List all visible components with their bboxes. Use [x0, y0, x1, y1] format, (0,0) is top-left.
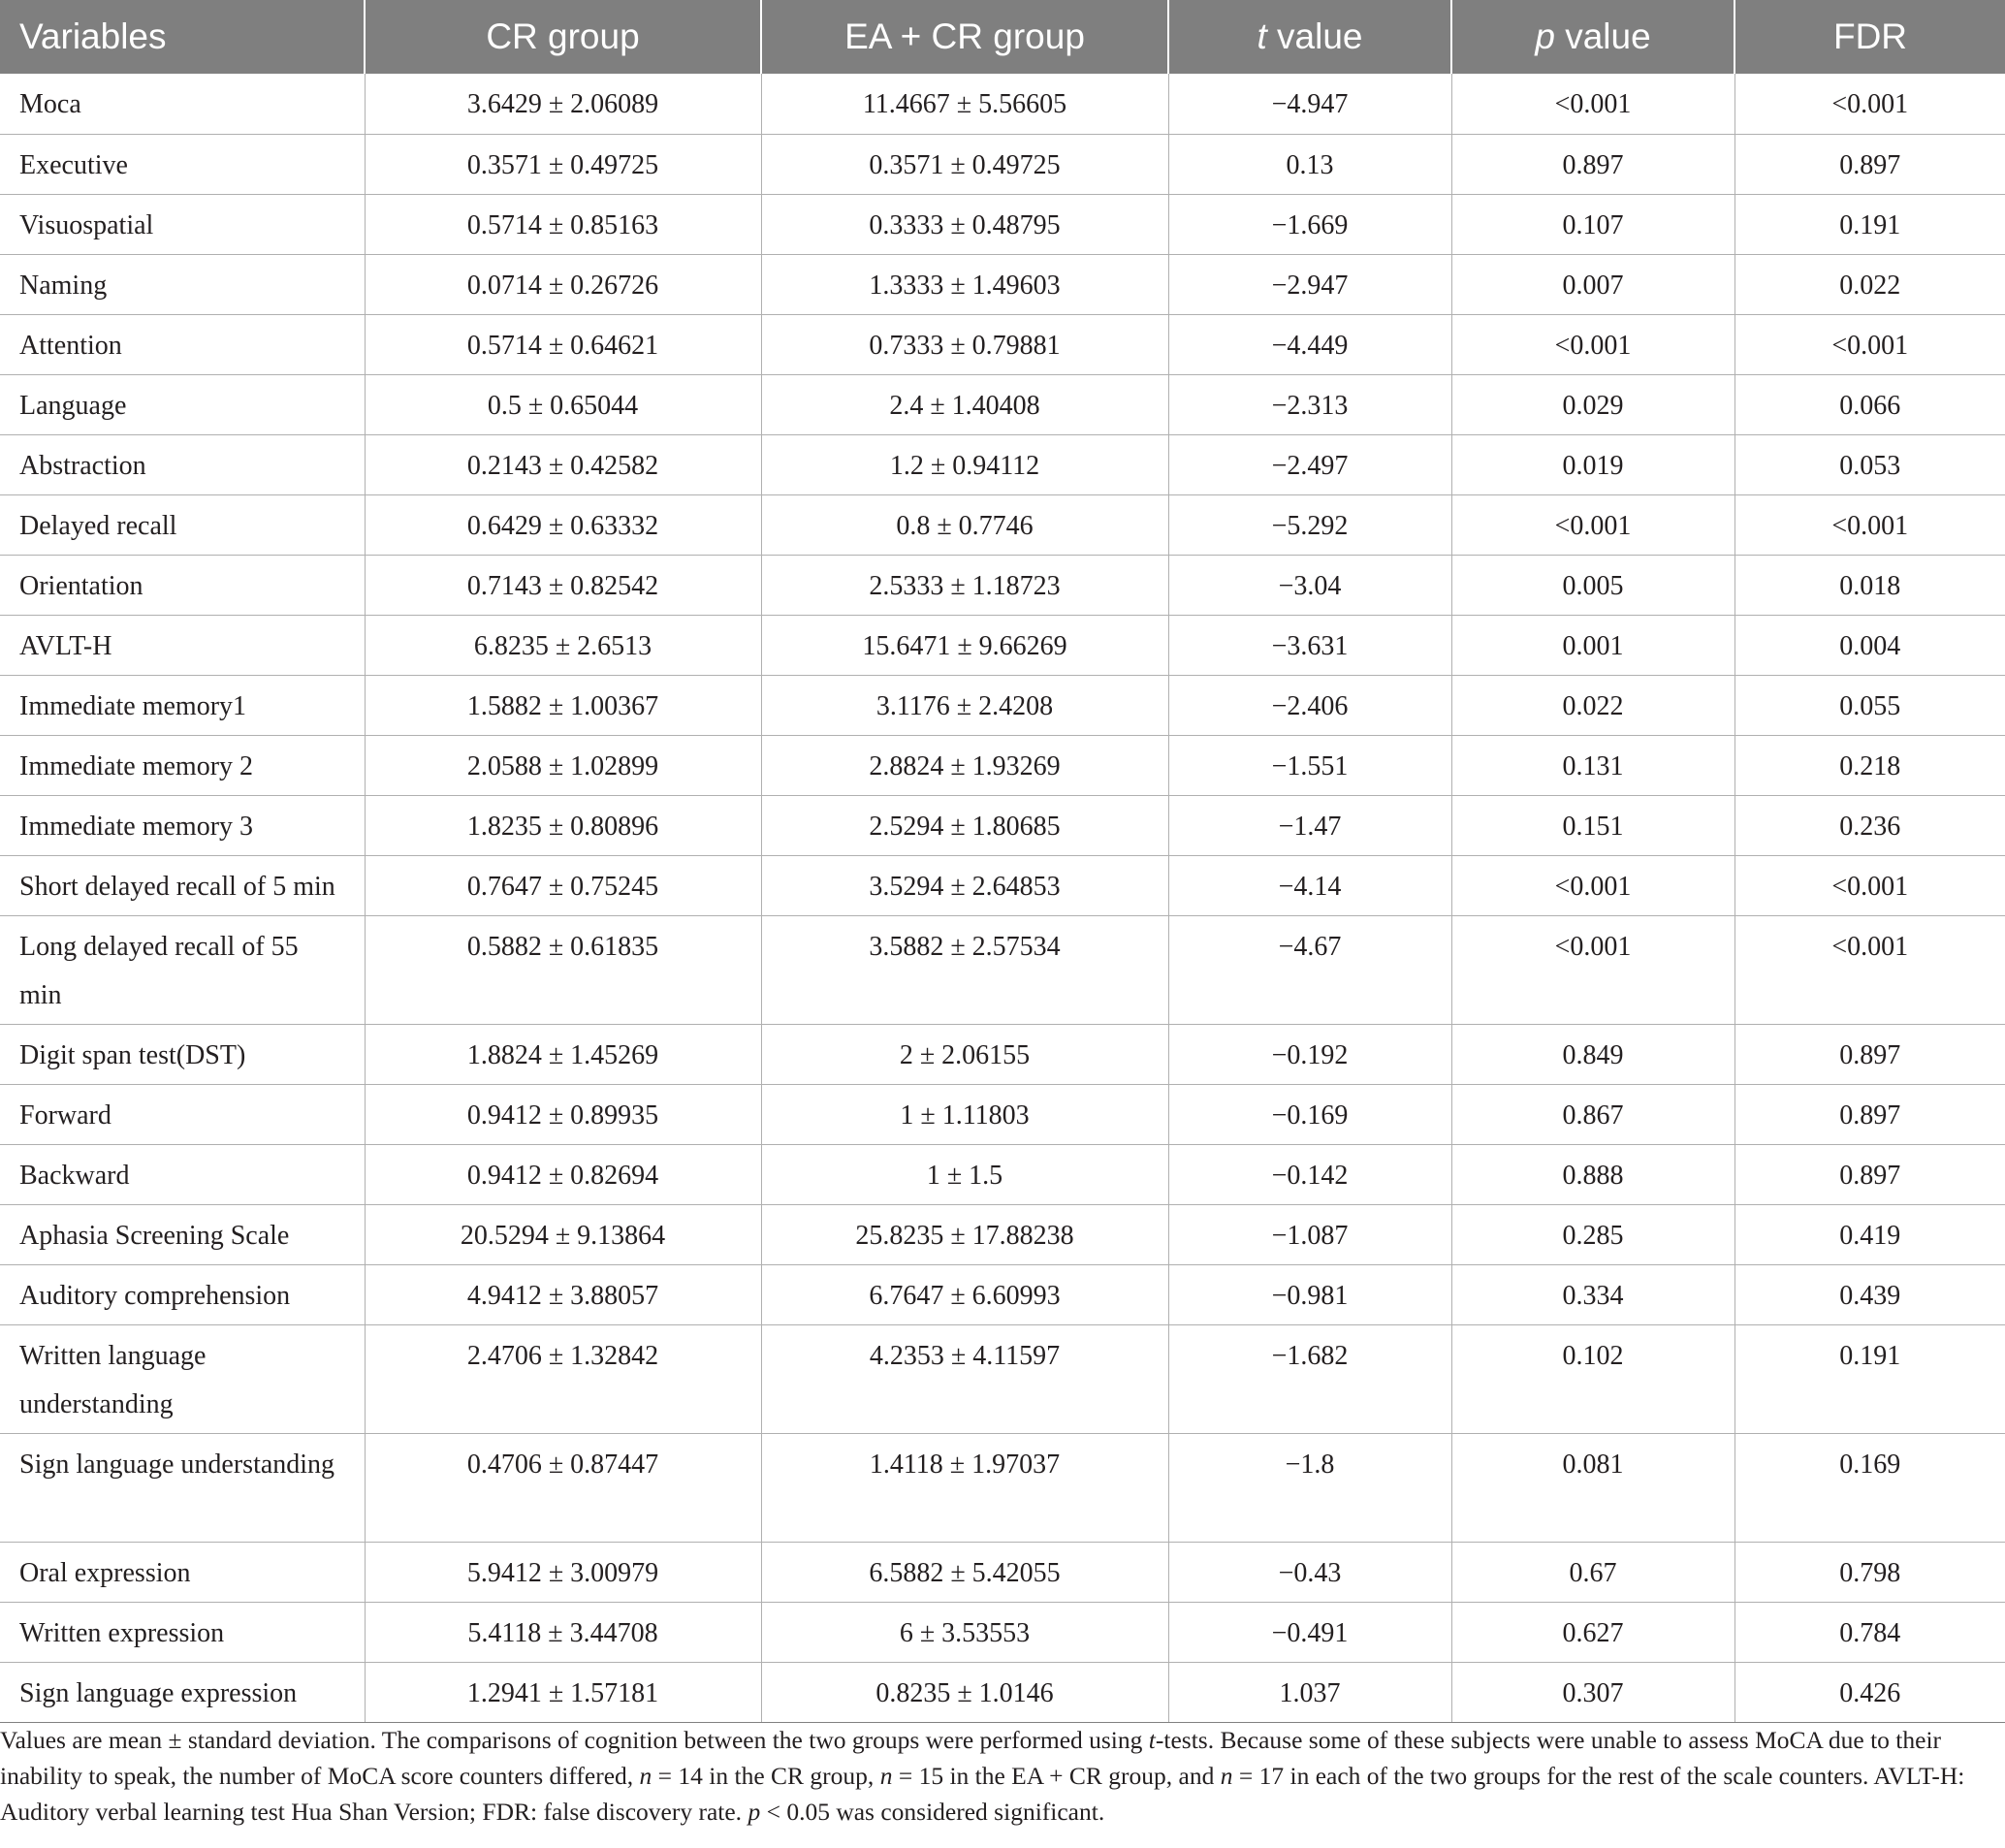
variable-cell: Orientation [0, 555, 365, 615]
table-row [0, 675, 2005, 735]
p-value-cell: 0.867 [1451, 1084, 1734, 1144]
p-value-cell: 0.019 [1451, 434, 1734, 494]
p-value-cell: 0.022 [1451, 675, 1734, 735]
variable-cell: Backward [0, 1144, 365, 1204]
cr-group-cell: 0.4706 ± 0.87447 [365, 1433, 761, 1542]
ea-cr-group-cell: 3.1176 ± 2.4208 [761, 675, 1168, 735]
fdr-cell: 0.419 [1734, 1204, 2005, 1264]
fdr-cell: 0.055 [1734, 675, 2005, 735]
variable-cell: Moca [0, 74, 365, 134]
ea-cr-group-cell: 1.4118 ± 1.97037 [761, 1433, 1168, 1542]
p-value-cell: <0.001 [1451, 74, 1734, 134]
cr-group-cell: 0.9412 ± 0.89935 [365, 1084, 761, 1144]
t-value-cell: −4.14 [1168, 855, 1451, 915]
ea-cr-group-cell: 0.8235 ± 1.0146 [761, 1662, 1168, 1722]
header-variables: Variables [19, 16, 167, 56]
p-value-cell: 0.151 [1451, 795, 1734, 855]
cr-group-cell: 0.5882 ± 0.61835 [365, 915, 761, 1024]
ea-cr-group-cell: 11.4667 ± 5.56605 [761, 74, 1168, 134]
variable-cell: Auditory comprehension [0, 1264, 365, 1324]
fdr-cell: 0.169 [1734, 1433, 2005, 1542]
p-value-cell: <0.001 [1451, 855, 1734, 915]
t-value-cell: −1.087 [1168, 1204, 1451, 1264]
variable-cell: Forward [0, 1084, 365, 1144]
cr-group-cell: 1.8235 ± 0.80896 [365, 795, 761, 855]
variable-cell: Written expression [0, 1602, 365, 1662]
footnote-text: Values are mean ± standard deviation. The comparisons of cognition between the two groups were performed using [0, 1726, 1149, 1754]
table-row [0, 1204, 2005, 1264]
fdr-cell: 0.191 [1734, 194, 2005, 254]
fdr-cell: <0.001 [1734, 915, 2005, 1024]
cr-group-cell: 0.6429 ± 0.63332 [365, 494, 761, 555]
t-value-cell: −5.292 [1168, 494, 1451, 555]
footnote-text: -tests. Because some of these subjects were unable to assess MoCA due to their inability to speak, the number of MoCA score counters differed, [0, 1726, 1942, 1790]
p-value-cell: 0.897 [1451, 134, 1734, 194]
t-value-cell: −3.631 [1168, 615, 1451, 675]
cr-group-cell: 5.9412 ± 3.00979 [365, 1542, 761, 1602]
cr-group-cell: 2.4706 ± 1.32842 [365, 1324, 761, 1433]
table-row [0, 915, 2005, 1024]
t-value-cell: −3.04 [1168, 555, 1451, 615]
ea-cr-group-cell: 0.7333 ± 0.79881 [761, 314, 1168, 374]
table-row [0, 314, 2005, 374]
p-value-cell: 0.334 [1451, 1264, 1734, 1324]
table-row [0, 735, 2005, 795]
ea-cr-group-cell: 2.5333 ± 1.18723 [761, 555, 1168, 615]
t-value-cell: −0.169 [1168, 1084, 1451, 1144]
p-value-cell: 0.131 [1451, 735, 1734, 795]
ea-cr-group-cell: 4.2353 ± 4.11597 [761, 1324, 1168, 1433]
variable-cell: Language [0, 374, 365, 434]
table-row [0, 1542, 2005, 1602]
fdr-cell: 0.018 [1734, 555, 2005, 615]
footnote-text: = 17 in each of the two groups for the rest of the scale counters. AVLT-H: Auditory verbal learning test Hua Shan Version; FDR: false discovery rate. [0, 1762, 1965, 1826]
cr-group-cell: 6.8235 ± 2.6513 [365, 615, 761, 675]
p-value-cell: 0.285 [1451, 1204, 1734, 1264]
p-value-cell: <0.001 [1451, 314, 1734, 374]
ea-cr-group-cell: 3.5882 ± 2.57534 [761, 915, 1168, 1024]
table-row [0, 254, 2005, 314]
footnote-italic: p [748, 1798, 761, 1826]
variable-cell: Naming [0, 254, 365, 314]
t-value-cell: −1.8 [1168, 1433, 1451, 1542]
cr-group-cell: 1.2941 ± 1.57181 [365, 1662, 761, 1722]
table-row [0, 1662, 2005, 1722]
fdr-cell: 0.897 [1734, 134, 2005, 194]
ea-cr-group-cell: 2.8824 ± 1.93269 [761, 735, 1168, 795]
fdr-cell: 0.798 [1734, 1542, 2005, 1602]
table-row [0, 194, 2005, 254]
footnote-italic: n [1220, 1762, 1233, 1790]
t-value-cell: −1.682 [1168, 1324, 1451, 1433]
p-value-cell: 0.001 [1451, 615, 1734, 675]
ea-cr-group-cell: 3.5294 ± 2.64853 [761, 855, 1168, 915]
table-row [0, 1144, 2005, 1204]
fdr-cell: 0.022 [1734, 254, 2005, 314]
variable-cell: Abstraction [0, 434, 365, 494]
footnote-text: = 14 in the CR group, [652, 1762, 880, 1790]
ea-cr-group-cell: 6.7647 ± 6.60993 [761, 1264, 1168, 1324]
fdr-cell: 0.897 [1734, 1144, 2005, 1204]
table-footnote [0, 1722, 1988, 1830]
table-row [0, 374, 2005, 434]
table-row [0, 1024, 2005, 1084]
ea-cr-group-cell: 2.5294 ± 1.80685 [761, 795, 1168, 855]
t-value-cell: −2.947 [1168, 254, 1451, 314]
cr-group-cell: 0.9412 ± 0.82694 [365, 1144, 761, 1204]
t-value-cell: −4.67 [1168, 915, 1451, 1024]
t-value-cell: −0.142 [1168, 1144, 1451, 1204]
p-value-cell: 0.307 [1451, 1662, 1734, 1722]
t-value-cell: −1.47 [1168, 795, 1451, 855]
header-row [0, 0, 2005, 74]
header-t-value: t value [1168, 0, 1451, 74]
p-value-cell: 0.67 [1451, 1542, 1734, 1602]
p-value-cell: 0.102 [1451, 1324, 1734, 1433]
fdr-cell: 0.053 [1734, 434, 2005, 494]
table-row [0, 1433, 2005, 1542]
p-value-cell: 0.849 [1451, 1024, 1734, 1084]
fdr-cell: 0.236 [1734, 795, 2005, 855]
variable-cell: Immediate memory 3 [0, 795, 365, 855]
fdr-cell: <0.001 [1734, 314, 2005, 374]
variable-cell: Immediate memory 2 [0, 735, 365, 795]
ea-cr-group-cell: 0.3571 ± 0.49725 [761, 134, 1168, 194]
table-row [0, 434, 2005, 494]
t-value-cell: −4.947 [1168, 74, 1451, 134]
variable-cell: Sign language expression [0, 1662, 365, 1722]
table-row [0, 74, 2005, 134]
variable-cell: Immediate memory1 [0, 675, 365, 735]
variable-cell: Written language understanding [0, 1324, 365, 1433]
cr-group-cell: 0.7143 ± 0.82542 [365, 555, 761, 615]
table-header [0, 0, 2005, 74]
t-value-cell: −2.406 [1168, 675, 1451, 735]
ea-cr-group-cell: 2 ± 2.06155 [761, 1024, 1168, 1084]
variable-cell: Long delayed recall of 55 min [0, 915, 365, 1024]
p-value-cell: <0.001 [1451, 915, 1734, 1024]
variable-cell: AVLT-H [0, 615, 365, 675]
cr-group-cell: 1.5882 ± 1.00367 [365, 675, 761, 735]
cr-group-cell: 0.0714 ± 0.26726 [365, 254, 761, 314]
cr-group-cell: 2.0588 ± 1.02899 [365, 735, 761, 795]
table-row [0, 855, 2005, 915]
footnote-text: < 0.05 was considered significant. [760, 1798, 1105, 1826]
ea-cr-group-cell: 15.6471 ± 9.66269 [761, 615, 1168, 675]
ea-cr-group-cell: 1.3333 ± 1.49603 [761, 254, 1168, 314]
table-row [0, 1324, 2005, 1433]
variable-cell: Oral expression [0, 1542, 365, 1602]
fdr-cell: 0.004 [1734, 615, 2005, 675]
t-value-cell: −2.497 [1168, 434, 1451, 494]
fdr-cell: <0.001 [1734, 494, 2005, 555]
fdr-cell: 0.191 [1734, 1324, 2005, 1433]
fdr-cell: 0.218 [1734, 735, 2005, 795]
p-value-cell: 0.029 [1451, 374, 1734, 434]
ea-cr-group-cell: 0.8 ± 0.7746 [761, 494, 1168, 555]
header-ea-cr-group: EA + CR group [761, 0, 1168, 74]
cr-group-cell: 0.2143 ± 0.42582 [365, 434, 761, 494]
fdr-cell: <0.001 [1734, 855, 2005, 915]
cr-group-cell: 5.4118 ± 3.44708 [365, 1602, 761, 1662]
variable-cell: Aphasia Screening Scale [0, 1204, 365, 1264]
variable-cell: Visuospatial [0, 194, 365, 254]
p-value-cell: 0.888 [1451, 1144, 1734, 1204]
cr-group-cell: 0.3571 ± 0.49725 [365, 134, 761, 194]
ea-cr-group-cell: 6 ± 3.53553 [761, 1602, 1168, 1662]
p-value-cell: 0.107 [1451, 194, 1734, 254]
ea-cr-group-cell: 6.5882 ± 5.42055 [761, 1542, 1168, 1602]
t-value-cell: −2.313 [1168, 374, 1451, 434]
p-value-cell: 0.007 [1451, 254, 1734, 314]
table-row [0, 555, 2005, 615]
footnote-italic: t [1148, 1726, 1156, 1754]
table-row [0, 1602, 2005, 1662]
footnote-italic: n [639, 1762, 652, 1790]
variable-cell: Attention [0, 314, 365, 374]
header-cr-group: CR group [365, 0, 761, 74]
footnote-text: = 15 in the EA + CR group, and [892, 1762, 1221, 1790]
t-value-cell: −0.491 [1168, 1602, 1451, 1662]
variable-cell: Delayed recall [0, 494, 365, 555]
table-body [0, 74, 2005, 1722]
ea-cr-group-cell: 0.3333 ± 0.48795 [761, 194, 1168, 254]
cr-group-cell: 20.5294 ± 9.13864 [365, 1204, 761, 1264]
ea-cr-group-cell: 25.8235 ± 17.88238 [761, 1204, 1168, 1264]
table-row [0, 795, 2005, 855]
table-row [0, 615, 2005, 675]
t-value-cell: −0.981 [1168, 1264, 1451, 1324]
t-value-cell: 0.13 [1168, 134, 1451, 194]
variable-cell: Short delayed recall of 5 min [0, 855, 365, 915]
footnote-italic: n [879, 1762, 893, 1790]
p-value-cell: 0.627 [1451, 1602, 1734, 1662]
fdr-cell: 0.897 [1734, 1084, 2005, 1144]
ea-cr-group-cell: 2.4 ± 1.40408 [761, 374, 1168, 434]
p-value-cell: 0.005 [1451, 555, 1734, 615]
cr-group-cell: 0.5714 ± 0.85163 [365, 194, 761, 254]
t-value-cell: −1.669 [1168, 194, 1451, 254]
fdr-cell: 0.066 [1734, 374, 2005, 434]
ea-cr-group-cell: 1 ± 1.11803 [761, 1084, 1168, 1144]
cr-group-cell: 0.5714 ± 0.64621 [365, 314, 761, 374]
ea-cr-group-cell: 1 ± 1.5 [761, 1144, 1168, 1204]
header-fdr: FDR [1734, 0, 2005, 74]
fdr-cell: 0.897 [1734, 1024, 2005, 1084]
variable-cell: Executive [0, 134, 365, 194]
cr-group-cell: 0.7647 ± 0.75245 [365, 855, 761, 915]
cr-group-cell: 0.5 ± 0.65044 [365, 374, 761, 434]
fdr-cell: 0.439 [1734, 1264, 2005, 1324]
p-value-cell: 0.081 [1451, 1433, 1734, 1542]
fdr-cell: 0.784 [1734, 1602, 2005, 1662]
t-value-cell: −0.43 [1168, 1542, 1451, 1602]
variable-cell: Sign language understanding [0, 1433, 365, 1542]
fdr-cell: <0.001 [1734, 74, 2005, 134]
cr-group-cell: 3.6429 ± 2.06089 [365, 74, 761, 134]
table-row [0, 1264, 2005, 1324]
t-value-cell: −0.192 [1168, 1024, 1451, 1084]
cr-group-cell: 1.8824 ± 1.45269 [365, 1024, 761, 1084]
variable-cell: Digit span test(DST) [0, 1024, 365, 1084]
t-value-cell: 1.037 [1168, 1662, 1451, 1722]
table-row [0, 134, 2005, 194]
t-value-cell: −4.449 [1168, 314, 1451, 374]
t-value-cell: −1.551 [1168, 735, 1451, 795]
ea-cr-group-cell: 1.2 ± 0.94112 [761, 434, 1168, 494]
cr-group-cell: 4.9412 ± 3.88057 [365, 1264, 761, 1324]
fdr-cell: 0.426 [1734, 1662, 2005, 1722]
p-value-cell: <0.001 [1451, 494, 1734, 555]
table-row [0, 494, 2005, 555]
table-row [0, 1084, 2005, 1144]
header-p-value: p value [1451, 0, 1734, 74]
